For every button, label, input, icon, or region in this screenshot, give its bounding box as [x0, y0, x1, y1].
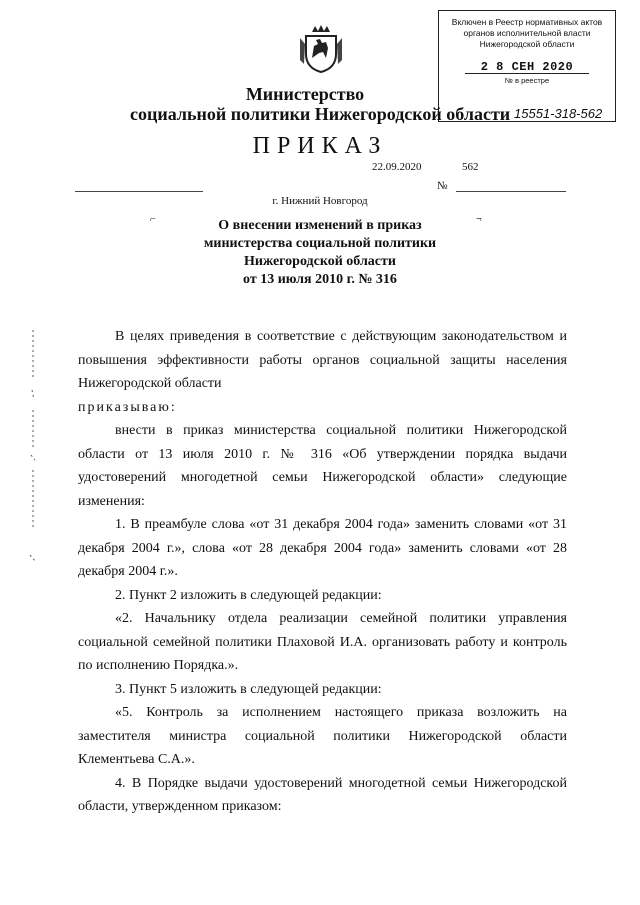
intro-paragraph: В целях приведения в соответствие с действующим законодательством и повышения эффективности работы органов социальной защиты населения Нижегородской области	[78, 329, 567, 391]
title-line: министерства социальной политики	[203, 236, 437, 251]
paragraph: 3. Пункт 5 изложить в следующей редакции:	[115, 681, 382, 697]
document-body	[78, 325, 567, 819]
date-underline	[75, 191, 203, 192]
paragraph: «5. Контроль за исполнением настоящего приказа возложить на заместителя министра социальной политики Нижегородской области Клементьева С.А.».	[78, 705, 567, 767]
coat-of-arms-emblem	[296, 24, 346, 74]
order-word: приказываю:	[78, 399, 177, 415]
title-line: О внесении изменений в приказ	[218, 218, 422, 233]
document-title	[0, 217, 640, 289]
title-corner-left: ⌐	[150, 214, 156, 225]
order-date: 22.09.2020	[372, 161, 422, 173]
stamp-date: 2 8 СЕН 2020	[480, 60, 574, 74]
scan-margin-marks	[27, 330, 39, 570]
number-underline	[456, 191, 566, 192]
ministry-name-line2: социальной политики Нижегородской области	[130, 104, 511, 124]
paragraph: 2. Пункт 2 изложить в следующей редакции:	[115, 587, 382, 603]
stamp-header: Включен в Реестр нормативных актов органов исполнительной власти Нижегородской области	[451, 17, 603, 49]
ministry-name-line1: Министерство	[245, 84, 365, 104]
doc-type-heading: ПРИКАЗ	[252, 133, 388, 159]
paragraph: «2. Начальнику отдела реализации семейной политики управления социальной семейной политики Плаховой И.А. организовать работу и контроль по исполнению Порядка.».	[78, 611, 567, 673]
paragraph: 4. В Порядке выдачи удостоверений многодетной семьи Нижегородской области, утвержденном приказом:	[78, 775, 567, 814]
title-corner-right: ¬	[476, 214, 482, 225]
number-label: №	[437, 180, 448, 192]
city: г. Нижний Новгород	[272, 195, 368, 207]
paragraph: внести в приказ министерства социальной политики Нижегородской области от 13 июля 2010 г. № 316 «Об утверждении порядка выдачи удостоверений многодетной семьи Нижегородской области» следующие изменения:	[78, 423, 567, 509]
title-line: от 13 июля 2010 г. № 316	[243, 272, 397, 287]
title-line: Нижегородской области	[244, 254, 396, 269]
stamp-sub: № в реестре	[504, 76, 550, 85]
registry-number: 15551-318-562	[514, 106, 603, 121]
order-number: 562	[462, 161, 479, 173]
paragraph: 1. В преамбуле слова «от 31 декабря 2004 года» заменить словами «от 31 декабря 2004 г.», слова «от 28 декабря 2004 года» заменить словами «от 28 декабря 2004 г.».	[78, 517, 567, 579]
